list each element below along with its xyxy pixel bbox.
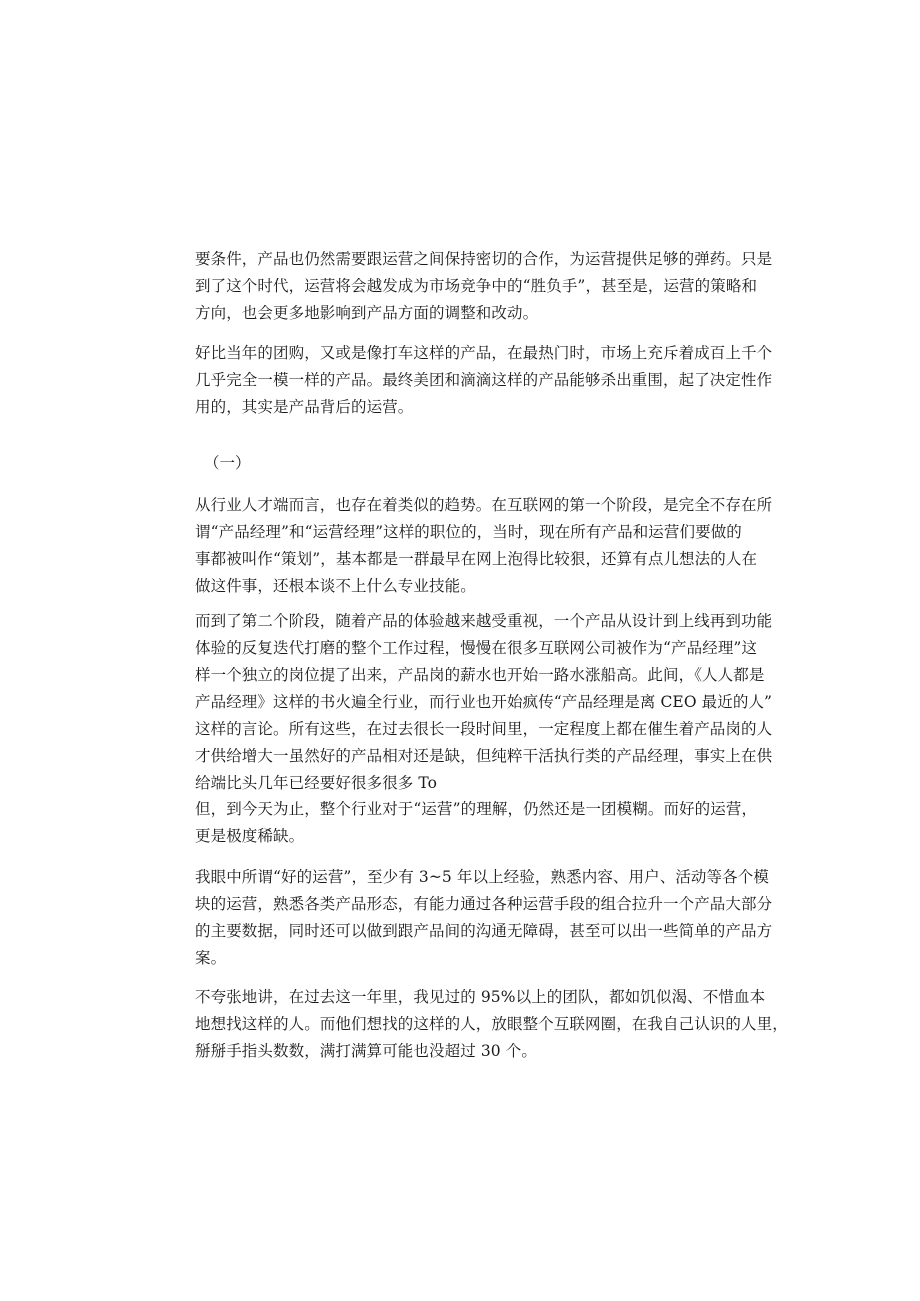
paragraph-line: 到了这个时代，运营将会越发成为市场竞争中的“胜负手”，甚至是，运营的策略和 xyxy=(195,277,758,295)
paragraph-5 xyxy=(195,796,757,850)
paragraph-line: 而到了第二个阶段，随着产品的体验越来越受重视，一个产品从设计到上线再到功能 xyxy=(195,612,773,630)
paragraph-line: 几乎完全一模一样的产品。最终美团和滴滴这样的产品能够杀出重围，起了决定性作 xyxy=(195,371,773,389)
paragraph-4 xyxy=(195,608,773,797)
paragraph-line: 用的，其实是产品背后的运营。 xyxy=(195,398,414,416)
paragraph-line: 谓“产品经理”和“运营经理”这样的职位的，当时，现在所有产品和运营们要做的 xyxy=(195,523,742,541)
paragraph-line: 样一个独立的岗位提了出来，产品岗的薪水也开始一路水涨船高。此间，《人人都是 xyxy=(195,666,765,684)
paragraph-line: 从行业人才端而言，也存在着类似的趋势。在互联网的第一个阶段，是完全不存在所 xyxy=(195,496,773,514)
paragraph-3 xyxy=(195,492,773,600)
paragraph-line: 给端比头几年已经要好很多很多 To xyxy=(195,774,438,792)
paragraph-line: 但，到今天为止，整个行业对于“运营”的理解，仍然还是一团模糊。而好的运营， xyxy=(195,800,758,818)
paragraph-line: 产品经理》这样的书火遍全行业，而行业也开始疯传“产品经理是离 CEO 最近的人” xyxy=(195,693,773,711)
paragraph-line: 块的运营，熟悉各类产品形态，有能力通过各种运营手段的组合拉升一个产品大部分 xyxy=(195,895,773,913)
paragraph-line: 更是极度稀缺。 xyxy=(195,827,305,845)
paragraph-line: 地想找这样的人。而他们想找的这样的人，放眼整个互联网圈，在我自己认识的人里， xyxy=(195,1015,788,1033)
paragraph-line: 的主要数据，同时还可以做到跟产品间的沟通无障碍，甚至可以出一些简单的产品方 xyxy=(195,922,773,940)
paragraph-line: 事都被叫作“策划”，基本都是一群最早在网上泡得比较狠，还算有点儿想法的人在 xyxy=(195,550,758,568)
paragraph-1 xyxy=(195,246,773,327)
paragraph-line: 案。 xyxy=(195,949,227,967)
paragraph-line: 要条件，产品也仍然需要跟运营之间保持密切的合作，为运营提供足够的弹药。只是 xyxy=(195,250,773,268)
paragraph-7 xyxy=(195,984,788,1065)
paragraph-line: 体验的反复迭代打磨的整个工作过程，慢慢在很多互联网公司被作为“产品经理”这 xyxy=(195,639,758,657)
paragraph-line: 掰掰手指头数数，满打满算可能也没超过 30 个。 xyxy=(195,1042,537,1060)
paragraph-line: 方向，也会更多地影响到产品方面的调整和改动。 xyxy=(195,304,539,322)
paragraph-line: 我眼中所谓“好的运营”，至少有 3~5 年以上经验，熟悉内容、用户、活动等各个模 xyxy=(195,868,769,886)
section-heading: （一） xyxy=(204,454,251,472)
paragraph-line: 好比当年的团购，又或是像打车这样的产品，在最热门时，市场上充斥着成百上千个 xyxy=(195,344,773,362)
paragraph-2 xyxy=(195,340,773,421)
paragraph-6 xyxy=(195,864,773,972)
paragraph-line: 才供给增大一虽然好的产品相对还是缺，但纯粹干活执行类的产品经理，事实上在供 xyxy=(195,747,773,765)
paragraph-line: 做这件事，还根本谈不上什么专业技能。 xyxy=(195,577,476,595)
paragraph-line: 不夸张地讲，在过去这一年里，我见过的 95%以上的团队，都如饥似渴、不惜血本 xyxy=(195,988,766,1006)
paragraph-line: 这样的言论。所有这些，在过去很长一段时间里，一定程度上都在催生着产品岗的人 xyxy=(195,720,773,738)
